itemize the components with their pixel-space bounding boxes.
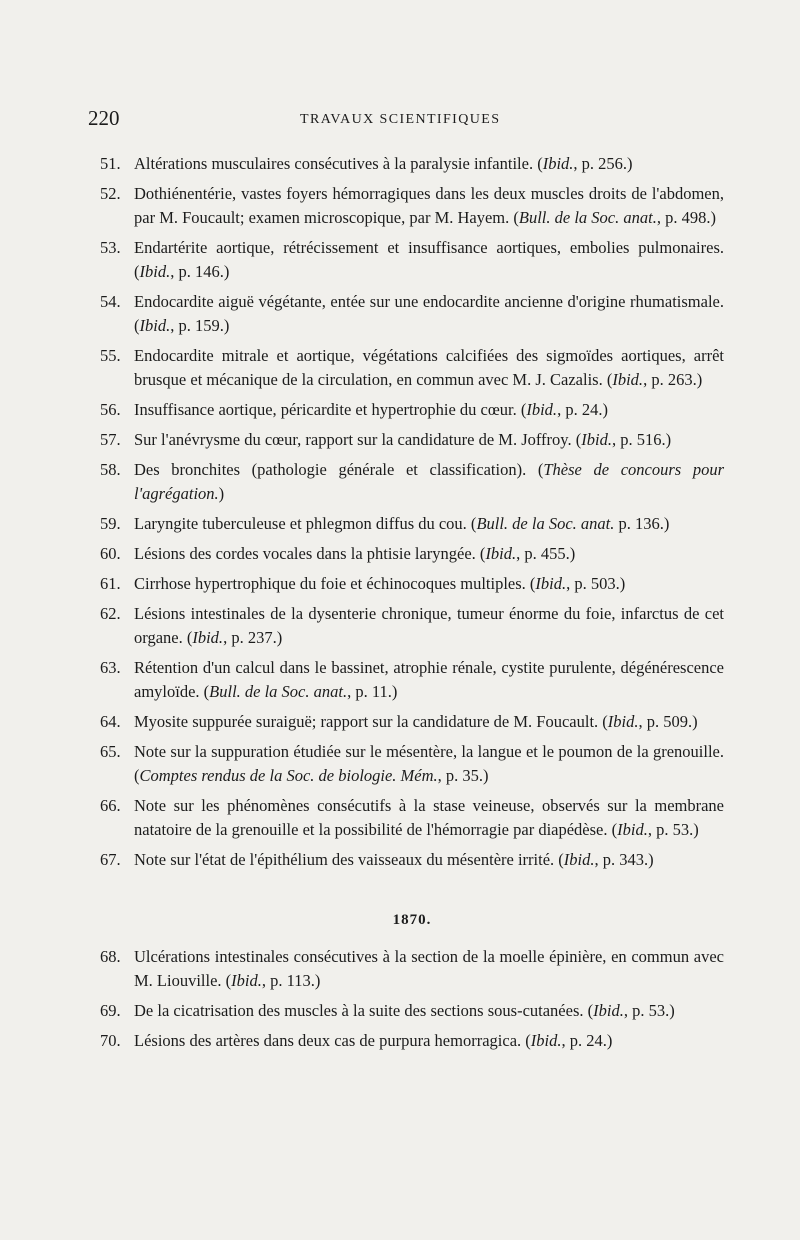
bibliography-entry [100,710,724,734]
bibliography-entry [100,182,724,230]
entry-number: 70. [100,1031,121,1050]
entries-group-1870 [100,945,724,1053]
entry-number: 65. [100,742,121,761]
entry-number: 63. [100,658,121,677]
bibliography-entry [100,656,724,704]
entry-title: Altérations musculaires consécutives à la paralysie infantile. ( [134,154,543,173]
bibliography-entry [100,152,724,176]
entry-title: Lésions des cordes vocales dans la phtisie laryngée. ( [134,544,486,563]
entry-title: Insuffisance aortique, péricardite et hypertrophie du cœur. ( [134,400,527,419]
entry-source: Ibid. [530,1031,562,1050]
entry-title: Laryngite tuberculeuse et phlegmon diffus du cou. ( [134,514,477,533]
entry-page-ref: , p. 263.) [643,370,703,389]
bibliography-entry [100,572,724,596]
entry-title: Dothiénentérie, vastes foyers hémorragiques dans les deux muscles droits de l'abdomen, par M. Foucault; examen microscopique, par M. Hayem. ( [134,184,724,227]
entry-source: Ibid. [139,262,171,281]
entry-source: Ibid. [139,316,171,335]
entry-page-ref: , p. 237.) [223,628,283,647]
entry-source: Bull. de la Soc. anat. [518,208,657,227]
entry-title: Lésions intestinales de la dysenterie chronique, tumeur énorme du foie, infarctus de cet organe. ( [134,604,724,647]
entry-title: Lésions des artères dans deux cas de purpura hemorragica. ( [134,1031,531,1050]
entry-source: Bull. de la Soc. anat. [476,514,615,533]
entry-source: Ibid. [612,370,644,389]
entry-source: Bull. de la Soc. anat. [209,682,348,701]
entry-source: Ibid. [231,971,262,990]
entry-title: De la cicatrisation des muscles à la suite des sections sous-cutanées. ( [134,1001,594,1020]
entry-title: Note sur les phénomènes consécutifs à la stase veineuse, observés sur la membrane natatoire de la grenouille et la possibilité de l'hémorragie par diapédèse. ( [134,796,724,839]
entry-page-ref: , p. 146.) [170,262,230,281]
bibliography-entry [100,999,724,1023]
entry-number: 59. [100,514,121,533]
entry-number: 53. [100,238,121,257]
entry-number: 60. [100,544,121,563]
page-header [88,106,728,136]
entry-source: Ibid. [485,544,517,563]
bibliography-entry [100,290,724,338]
entry-number: 57. [100,430,121,449]
entry-page-ref: , p. 256.) [573,154,633,173]
entry-source: Comptes rendus de la Soc. de biologie. Mém. [139,766,438,785]
entries-group-1869 [100,152,724,872]
entry-title: Rétention d'un calcul dans le bassinet, atrophie rénale, cystite purulente, dégénérescence amyloïde. ( [134,658,724,701]
entry-title: Note sur l'état de l'épithélium des vaisseaux du mésentère irrité. ( [134,850,564,869]
entry-page-ref: , p. 503.) [566,574,626,593]
bibliography-list [100,152,724,1059]
entry-number: 62. [100,604,121,623]
entry-source: Ibid. [192,628,224,647]
running-title: TRAVAUX SCIENTIFIQUES [300,112,501,127]
entry-source: Ibid. [581,430,612,449]
entry-title: Cirrhose hypertrophique du foie et échinocoques multiples. ( [134,574,536,593]
entry-page-ref: , p. 516.) [611,430,672,449]
entry-page-ref: , p. 53.) [623,1001,675,1020]
entry-number: 64. [100,712,121,731]
bibliography-entry [100,398,724,422]
entry-number: 55. [100,346,121,365]
year-heading: 1870. [392,912,432,928]
entry-number: 56. [100,400,121,419]
entry-number: 69. [100,1001,121,1020]
entry-number: 66. [100,796,121,815]
page-number: 220 [88,106,120,130]
bibliography-entry [100,458,724,506]
entry-source: Ibid. [563,850,595,869]
bibliography-entry [100,236,724,284]
bibliography-entry [100,1029,724,1053]
bibliography-entry [100,740,724,788]
entry-number: 68. [100,947,121,966]
entry-page-ref: , p. 509.) [638,712,698,731]
entry-title: Note sur la suppuration étudiée sur le mésentère, la langue et le poumon de la grenouille. ( [134,742,724,785]
entry-source: Ibid. [593,1001,624,1020]
entry-page-ref: , p. 159.) [170,316,230,335]
entry-title: Endocardite mitrale et aortique, végétations calcifiées des sigmoïdes aortiques, arrêt brusque et mécanique de la circulation, en commun avec M. J. Cazalis. ( [134,346,724,389]
bibliography-entry [100,512,724,536]
entry-title: Myosite suppurée suraiguë; rapport sur la candidature de M. Foucault. ( [134,712,608,731]
entry-source: Ibid. [526,400,558,419]
entry-title: Endocardite aiguë végétante, entée sur une endocardite ancienne d'origine rhumatismale. ( [134,292,724,335]
entry-page-ref: , p. 53.) [647,820,699,839]
entry-page-ref: p. 136.) [614,514,670,533]
entry-page-ref: , p. 343.) [594,850,654,869]
entry-title: Endartérite aortique, rétrécissement et insuffisance aortiques, embolies pulmonaires. ( [134,238,724,281]
bibliography-entry [100,542,724,566]
entry-page-ref: , p. 498.) [656,208,716,227]
bibliography-entry [100,794,724,842]
bibliography-entry [100,945,724,993]
bibliography-entry [100,848,724,872]
bibliography-entry [100,602,724,650]
entry-source: Ibid. [607,712,639,731]
entry-number: 61. [100,574,121,593]
entry-page-ref: ) [218,484,225,503]
entry-page-ref: , p. 24.) [561,1031,613,1050]
entry-page-ref: , p. 11.) [347,682,398,701]
entry-title: Des bronchites (pathologie générale et classification). ( [134,460,544,479]
entry-number: 54. [100,292,121,311]
entry-page-ref: , p. 113.) [261,971,321,990]
entry-number: 52. [100,184,121,203]
entry-number: 58. [100,460,121,479]
entry-page-ref: , p. 455.) [516,544,576,563]
entry-source: Thèse de concours pour l'agrégation. [134,460,724,503]
bibliography-entry [100,344,724,392]
entry-source: Ibid. [617,820,648,839]
entry-number: 51. [100,154,121,173]
entry-number: 67. [100,850,121,869]
entry-source: Ibid. [535,574,567,593]
entry-page-ref: , p. 24.) [557,400,608,419]
entry-page-ref: , p. 35.) [437,766,489,785]
entry-title: Ulcérations intestinales consécutives à la section de la moelle épinière, en commun avec M. Liouville. ( [134,947,724,990]
entry-source: Ibid. [542,154,574,173]
bibliography-entry [100,428,724,452]
entry-title: Sur l'anévrysme du cœur, rapport sur la candidature de M. Joffroy. ( [134,430,582,449]
